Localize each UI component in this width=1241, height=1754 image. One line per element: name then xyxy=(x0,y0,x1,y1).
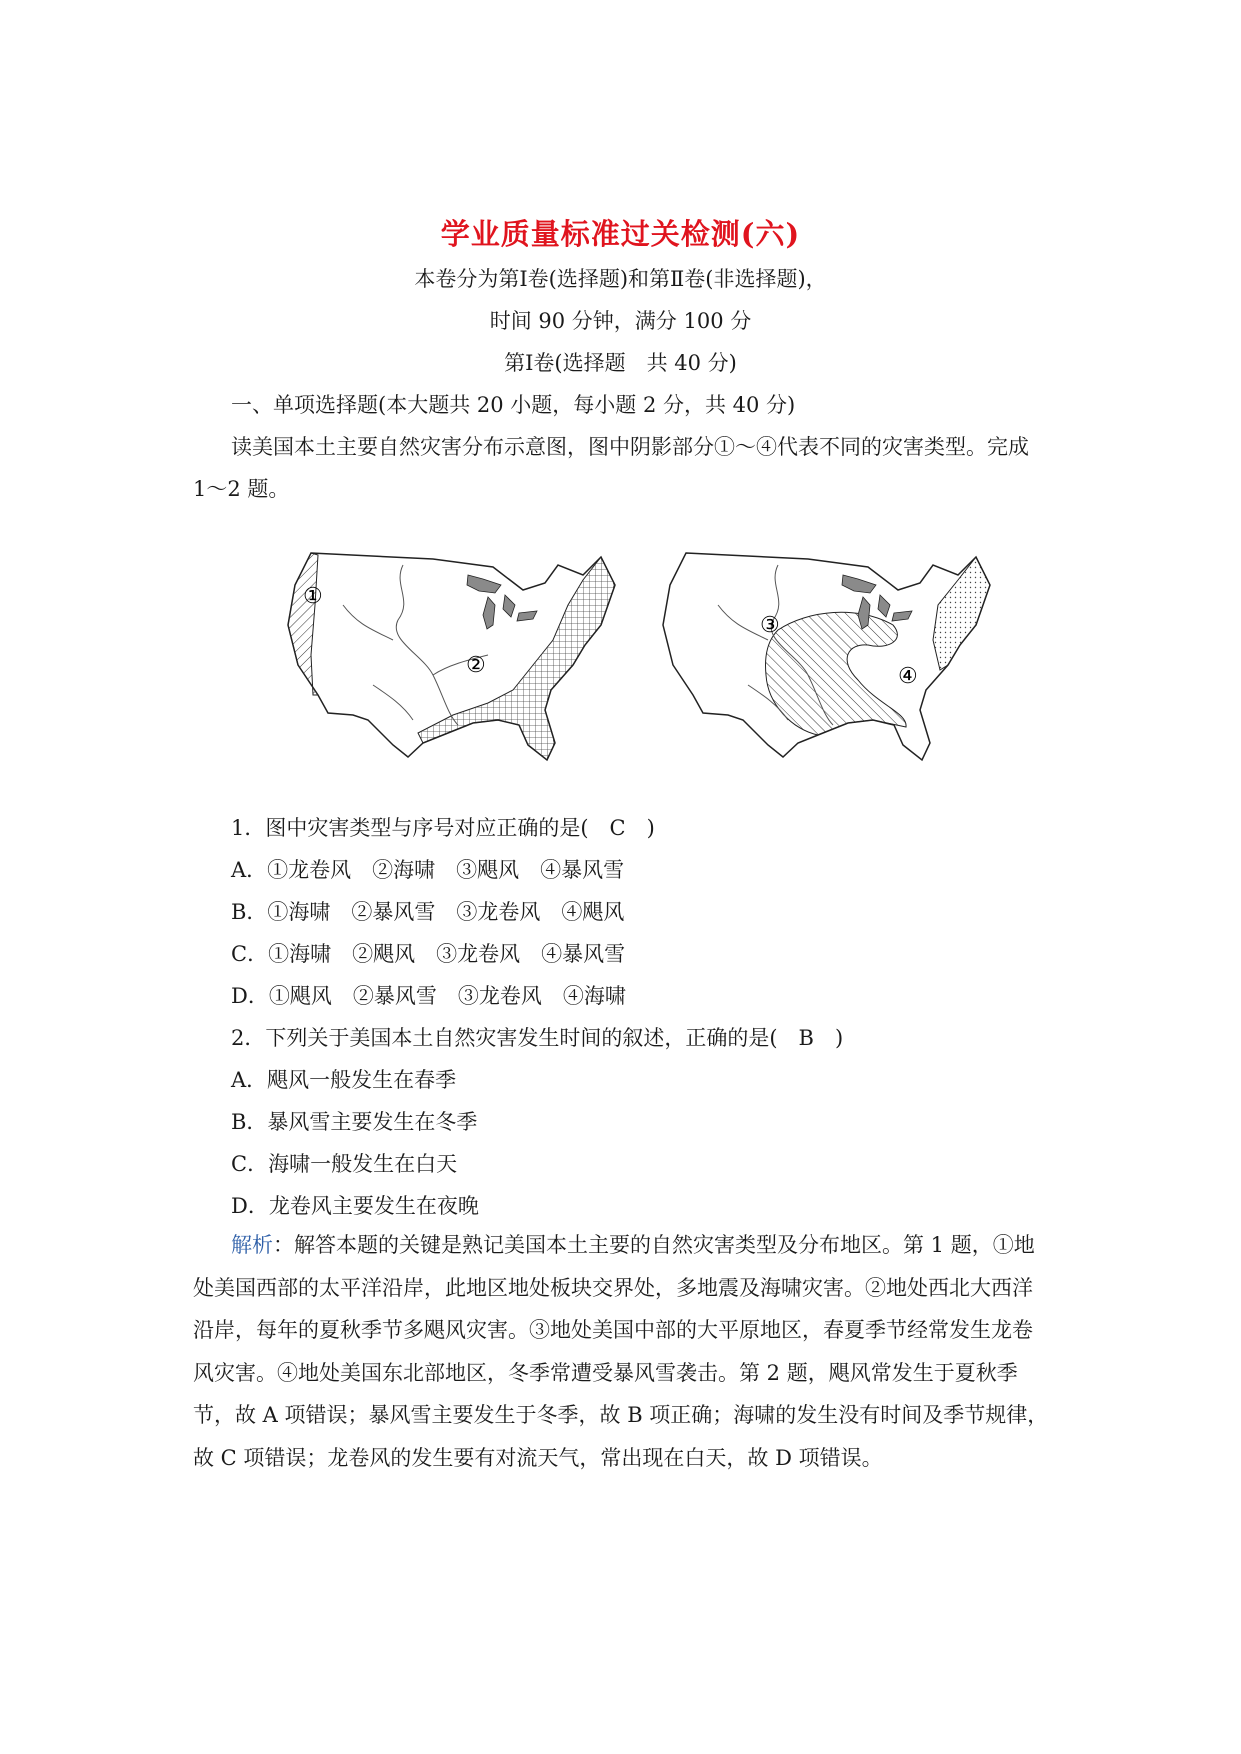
analysis-text: ：解答本题的关键是熟记美国本土主要的自然灾害类型及分布地区。第 1 题，①地处美国西部的太平洋沿岸，此地区地处板块交界处，多地震及海啸灾害。②地处西北大西洋沿岸，每年的夏秋季节多飓风灾害。③地处美国中部的大平原地区，春夏季节经常发生龙卷风灾害。④地处美国东北部地区，冬季常遭受暴风雪袭击。第 2 题，飓风常发生于夏秋季节，故 A 项错误；暴风雪主要发生于冬季，故 B 项正确；海啸的发生没有时间及季节规律，故 C 项错误；龙卷风的发生要有对流天气，常出现在白天，故 D 项错误。 xyxy=(193,1233,1049,1470)
usa-map-right-image xyxy=(658,545,1008,770)
question-2-option-c: C．海啸一般发生在白天 xyxy=(231,1152,458,1176)
question-1-option-d: D．①飓风 ②暴风雪 ③龙卷风 ④海啸 xyxy=(231,984,626,1008)
section-heading: 一、单项选择题(本大题共 20 小题，每小题 2 分，共 40 分) xyxy=(231,393,796,417)
question-1-stem: 1．图中灾害类型与序号对应正确的是( C ) xyxy=(231,816,655,840)
exam-info-line-1: 本卷分为第Ⅰ卷(选择题)和第Ⅱ卷(非选择题)， xyxy=(414,267,827,291)
map-label-3: ③ xyxy=(760,613,780,638)
question-2-option-a: A．飓风一般发生在春季 xyxy=(231,1068,457,1092)
analysis-paragraph xyxy=(193,1224,1053,1479)
intro-text-line-1: 读美国本土主要自然灾害分布示意图，图中阴影部分①～④代表不同的灾害类型。完成 xyxy=(231,435,1029,459)
question-2-option-b: B．暴风雪主要发生在冬季 xyxy=(231,1110,478,1134)
question-2-stem: 2．下列关于美国本土自然灾害发生时间的叙述，正确的是( B ) xyxy=(231,1026,844,1050)
exam-info-line-3: 第Ⅰ卷(选择题 共 40 分) xyxy=(504,351,737,375)
map-left xyxy=(283,545,633,770)
question-1-option-a: A．①龙卷风 ②海啸 ③飓风 ④暴风雪 xyxy=(231,858,625,882)
question-1-option-b: B．①海啸 ②暴风雪 ③龙卷风 ④飓风 xyxy=(231,900,625,924)
map-label-4: ④ xyxy=(898,664,918,689)
usa-map-left-image xyxy=(283,545,633,770)
exam-info-line-2: 时间 90 分钟，满分 100 分 xyxy=(489,309,752,333)
map-right xyxy=(658,545,1008,770)
page-title: 学业质量标准过关检测(六) xyxy=(440,217,801,251)
map-label-1: ① xyxy=(303,584,323,609)
question-2-option-d: D．龙卷风主要发生在夜晚 xyxy=(231,1194,479,1218)
analysis-label: 解析 xyxy=(231,1233,273,1257)
question-1-option-c: C．①海啸 ②飓风 ③龙卷风 ④暴风雪 xyxy=(231,942,626,966)
map-label-2: ② xyxy=(466,653,486,678)
intro-text-line-2: 1～2 题。 xyxy=(193,477,290,501)
